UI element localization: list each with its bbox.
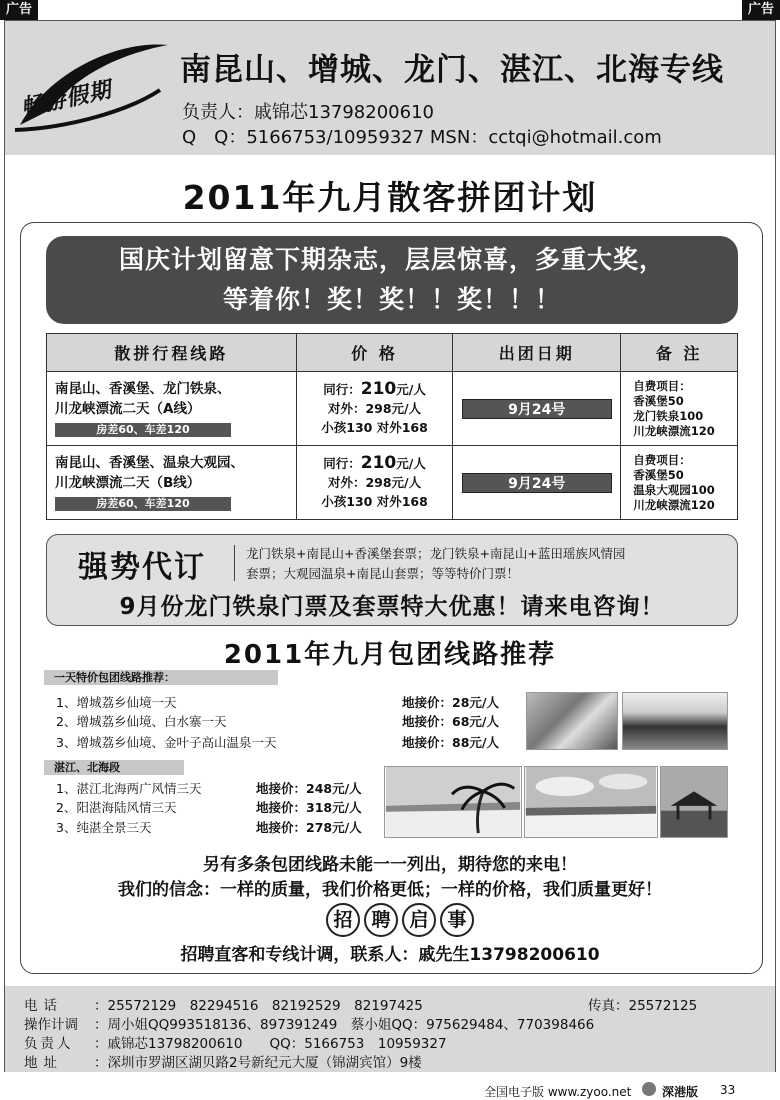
date-cell (453, 372, 621, 446)
contact-person (24, 1032, 447, 1052)
note-item: 龙门铁泉100 (633, 408, 704, 423)
contact-ops-value: ：周小姐QQ993518136、897391249 蔡小姐QQ：975629484、770398466 (94, 1017, 595, 1033)
recruit-char: 事 (440, 903, 474, 937)
closing-line-1: 另有多条包团线路未能一一列出，期待您的来电！ (203, 855, 577, 875)
note-item: 川龙峡漂流120 (633, 423, 715, 438)
one-day-heading: 一天特价包团线路推荐： (44, 670, 278, 685)
contact-phone-value: ：25572129 82294516 82192529 82197425 (94, 998, 423, 1014)
photo-hotspring (622, 692, 728, 750)
departure-date: 9月24号 (462, 399, 612, 419)
contact-ops-label: 操作计调 (24, 1017, 78, 1033)
route-cell (47, 372, 297, 446)
price-value: 210 (360, 379, 397, 399)
desc-line-2: 套票；大观园温泉+南昆山套票；等等特价门票！ (246, 566, 519, 581)
recruit-char: 聘 (364, 903, 398, 937)
page-number: 33 (720, 1083, 736, 1097)
list-item-price: 地接价：68元/人 (402, 714, 499, 729)
photo-waterfall (526, 692, 618, 750)
group-tour-title: 2011年九月包团线路推荐 (223, 640, 557, 670)
contact-address (24, 1051, 422, 1071)
contact-address-label: 地址 (24, 1055, 63, 1071)
price-child: 小孩130 对外168 (321, 420, 428, 435)
price-suffix: 元/人 (396, 456, 426, 471)
table-row (47, 446, 738, 520)
site-url: 全国电子版 www.zyoo.net (484, 1085, 632, 1099)
recruit-char: 启 (402, 903, 436, 937)
note-title: 自费项目： (633, 378, 691, 393)
promo-banner (46, 236, 738, 324)
list-item: 2、阳湛海陆风情三天 (56, 800, 177, 815)
date-cell (453, 446, 621, 520)
departure-date: 9月24号 (462, 473, 612, 493)
photo-beach-sea (524, 766, 658, 838)
strong-booking-desc (246, 544, 726, 584)
list-item-price: 地接价：28元/人 (402, 695, 499, 710)
price-public: 对外：298元/人 (327, 401, 422, 416)
recruit-char: 招 (326, 903, 360, 937)
list-item: 1、增城荔乡仙境一天 (56, 695, 177, 710)
list-item-price: 地接价：318元/人 (256, 800, 362, 815)
price-suffix: 元/人 (396, 382, 426, 397)
price-cell (296, 372, 453, 446)
fee-bar: 房差60、车差120 (55, 497, 231, 511)
col-header-note: 备 注 (621, 334, 738, 372)
price-prefix: 同行： (323, 382, 361, 397)
recruit-badge (326, 903, 474, 937)
ad-label-right: 广告 (742, 0, 780, 20)
header-qq-msn: Q Q：5166753/10959327 MSN：cctqi@hotmail.com (182, 127, 662, 148)
contact-phone-label: 电话 (24, 998, 63, 1014)
route-line-1: 南昆山、香溪堡、温泉大观园、 (55, 454, 244, 471)
contact-fax: 传真：25572125 (588, 998, 698, 1014)
list-item: 3、增城荔乡仙境、金叶子高山温泉一天 (56, 735, 277, 750)
itinerary-table (46, 333, 738, 520)
col-header-date: 出团日期 (453, 334, 621, 372)
price-public: 对外：298元/人 (327, 475, 422, 490)
price-trade (297, 380, 453, 399)
price-child: 小孩130 对外168 (321, 494, 428, 509)
promo-line-1: 国庆计划留意下期杂志，层层惊喜，多重大奖， (118, 245, 665, 274)
route-line-2: 川龙峡漂流二天（B线） (55, 474, 201, 491)
note-item: 温泉大观园100 (633, 482, 715, 497)
list-item-price: 地接价：278元/人 (256, 820, 362, 835)
recruit-line: 招聘直客和专线计调，联系人：戚先生13798200610 (180, 945, 600, 965)
note-item: 香溪堡50 (633, 467, 684, 482)
contact-phone (24, 994, 423, 1014)
divider (234, 545, 235, 581)
table-row (47, 372, 738, 446)
page-folio (0, 1080, 780, 1100)
route-line-1: 南昆山、香溪堡、龙门铁泉、 (55, 380, 231, 397)
note-item: 川龙峡漂流120 (633, 497, 715, 512)
header-contact-person: 负责人：戚锦芯13798200610 (182, 102, 434, 123)
edition-logo-icon (642, 1082, 656, 1096)
note-title: 自费项目： (633, 452, 691, 467)
photo-pavilion (660, 766, 728, 838)
route-line-2: 川龙峡漂流二天（A线） (55, 400, 201, 417)
strong-booking-offer: 9月份龙门铁泉门票及套票特大优惠！请来电咨询！ (119, 594, 665, 620)
col-header-route: 散拼行程线路 (47, 334, 297, 372)
promo-line-2: 等着你！奖！奖！！奖！！！ (222, 285, 561, 314)
note-cell (621, 372, 738, 446)
plan-title: 2011年九月散客拼团计划 (182, 178, 598, 217)
list-item-price: 地接价：248元/人 (256, 781, 362, 796)
photo-beach-palm (384, 766, 522, 838)
zhanjiang-heading: 湛江、北海段 (44, 760, 184, 775)
fee-bar: 房差60、车差120 (55, 423, 231, 437)
brand-name: 畅游假期 (18, 76, 115, 122)
edition-name: 深港版 (662, 1085, 699, 1099)
list-item-price: 地接价：88元/人 (402, 735, 499, 750)
contact-person-label: 负责人 (24, 1036, 74, 1052)
list-item: 3、纯湛全景三天 (56, 820, 152, 835)
strong-booking-title: 强势代订 (78, 550, 206, 585)
desc-line-1: 龙门铁泉+南昆山+香溪堡套票；龙门铁泉+南昆山+蓝田瑶族风情园 (246, 546, 626, 561)
contact-address-value: ：深圳市罗湖区湖贝路2号新纪元大厦（锦湖宾馆）9楼 (94, 1055, 422, 1071)
contact-person-value: ：戚锦芯13798200610 QQ：5166753 10959327 (94, 1036, 447, 1052)
table-header-row (47, 334, 738, 372)
closing-line-2: 我们的信念：一样的质量，我们价格更低；一样的价格，我们质量更好！ (118, 880, 662, 900)
col-header-price: 价 格 (296, 334, 453, 372)
price-prefix: 同行： (323, 456, 361, 471)
list-item: 2、增城荔乡仙境、白水寨一天 (56, 714, 227, 729)
header-title: 南昆山、增城、龙门、湛江、北海专线 (180, 52, 724, 88)
price-value: 210 (360, 453, 397, 473)
price-cell (296, 446, 453, 520)
note-cell (621, 446, 738, 520)
price-trade (297, 454, 453, 473)
list-item: 1、湛江北海两广风情三天 (56, 781, 202, 796)
route-cell (47, 446, 297, 520)
ad-label-left: 广告 (0, 0, 38, 20)
contact-ops (24, 1013, 594, 1033)
note-item: 香溪堡50 (633, 393, 684, 408)
